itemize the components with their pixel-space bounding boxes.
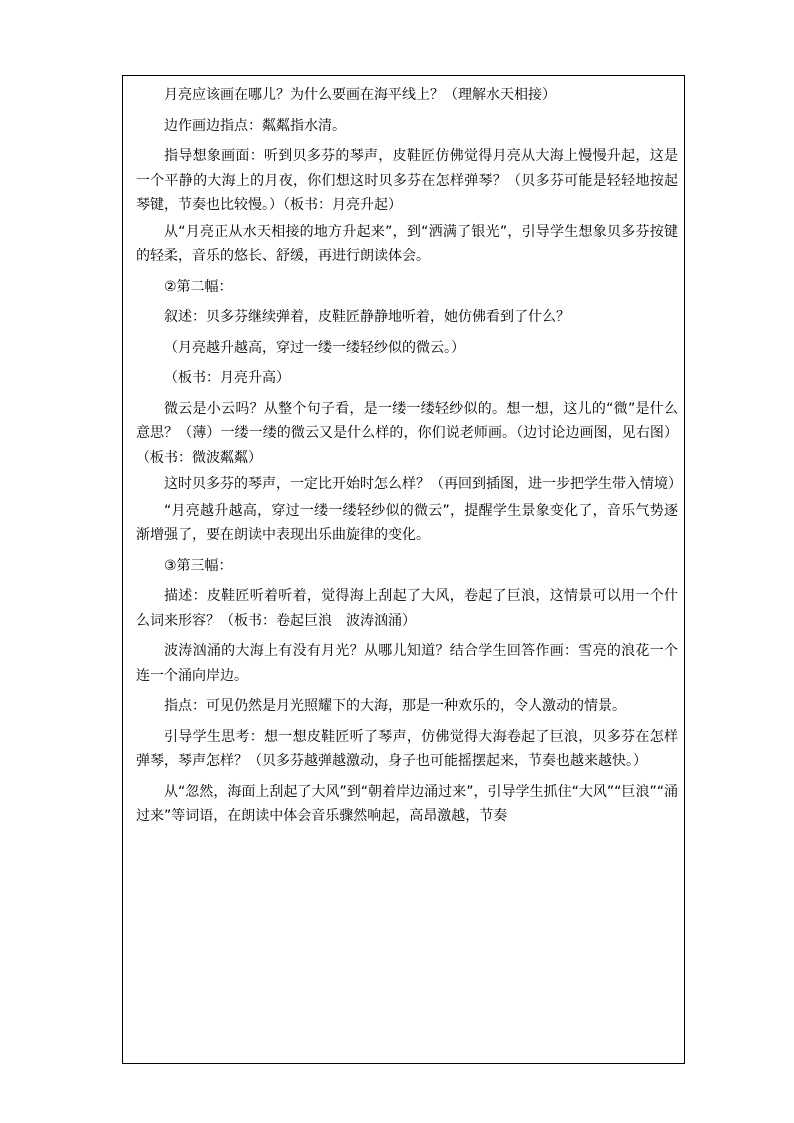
paragraph: 描述：皮鞋匠听着听着，觉得海上刮起了大风，卷起了巨浪，这情景可以用一个什么词来形容？（板书：卷起巨浪 波涛汹涌）	[136, 588, 678, 629]
paragraph: 引导学生思考：想一想皮鞋匠听了琴声，仿佛觉得大海卷起了巨浪，贝多芬在怎样弹琴，琴声怎样？（贝多芬越弹越激动，身子也可能摇摆起来，节奏也越来越快。）	[136, 728, 678, 769]
paragraph: 叙述：贝多芬继续弹着，皮鞋匠静静地听着，她仿佛看到了什么？	[164, 309, 570, 325]
paragraph: 微云是小云吗？从整个句子看，是一缕一缕轻纱似的。想一想，这儿的“微”是什么意思？（薄）一缕一缕的微云又是什么样的，你们说老师画。（边讨论边画图，见右图）（板书：微波粼粼）	[136, 400, 678, 466]
table-cell-frame	[122, 75, 685, 1064]
paragraph: 边作画边指点：粼粼指水清。	[164, 117, 346, 134]
paragraph: （月亮越升越高，穿过一缕一缕轻纱似的微云。）	[164, 339, 465, 356]
paragraph: （板书：月亮升高）	[164, 370, 290, 386]
paragraph: 这时贝多芬的琴声，一定比开始时怎么样？（再回到插图，进一步把学生带入情境）	[164, 476, 682, 492]
paragraph: “月亮越升越高，穿过一缕一缕轻纱似的微云”，提醒学生景象变化了，音乐气势逐渐增强了，要在朗读中表现出乐曲旋律的变化。	[136, 502, 678, 543]
paragraph: 波涛汹涌的大海上有没有月光？从哪儿知道？结合学生回答作画：雪亮的浪花一个连一个涌向岸边。	[136, 643, 678, 684]
paragraph: 指导想象画面：听到贝多芬的琴声，皮鞋匠仿佛觉得月亮从大海上慢慢升起，这是一个平静的大海上的月夜，你们想这时贝多芬在怎样弹琴？（贝多芬可能是轻轻地按起琴键，节奏也比较慢。）（板书：月亮升起）	[136, 148, 678, 213]
paragraph: 月亮应该画在哪儿？为什么要画在海平线上？（理解水天相接）	[164, 87, 556, 103]
paragraph: 指点：可见仍然是月光照耀下的大海，那是一种欢乐的，令人激动的情景。	[164, 698, 626, 714]
lesson-plan-content	[123, 76, 684, 829]
paragraph: 从“忽然，海面上刮起了大风”到“朝着岸边涌过来”，引导学生抓住“大风”“巨浪”“涌过来”等词语，在朗读中体会音乐骤然响起，高昂激越，节奏	[136, 783, 678, 824]
section-heading: ③第三幅：	[164, 557, 233, 574]
paragraph: 从“月亮正从水天相接的地方升起来”，到“洒满了银光”，引导学生想象贝多芬按键的轻柔，音乐的悠长、舒缓，再进行朗读体会。	[136, 223, 678, 264]
section-heading: ②第二幅：	[164, 278, 233, 295]
